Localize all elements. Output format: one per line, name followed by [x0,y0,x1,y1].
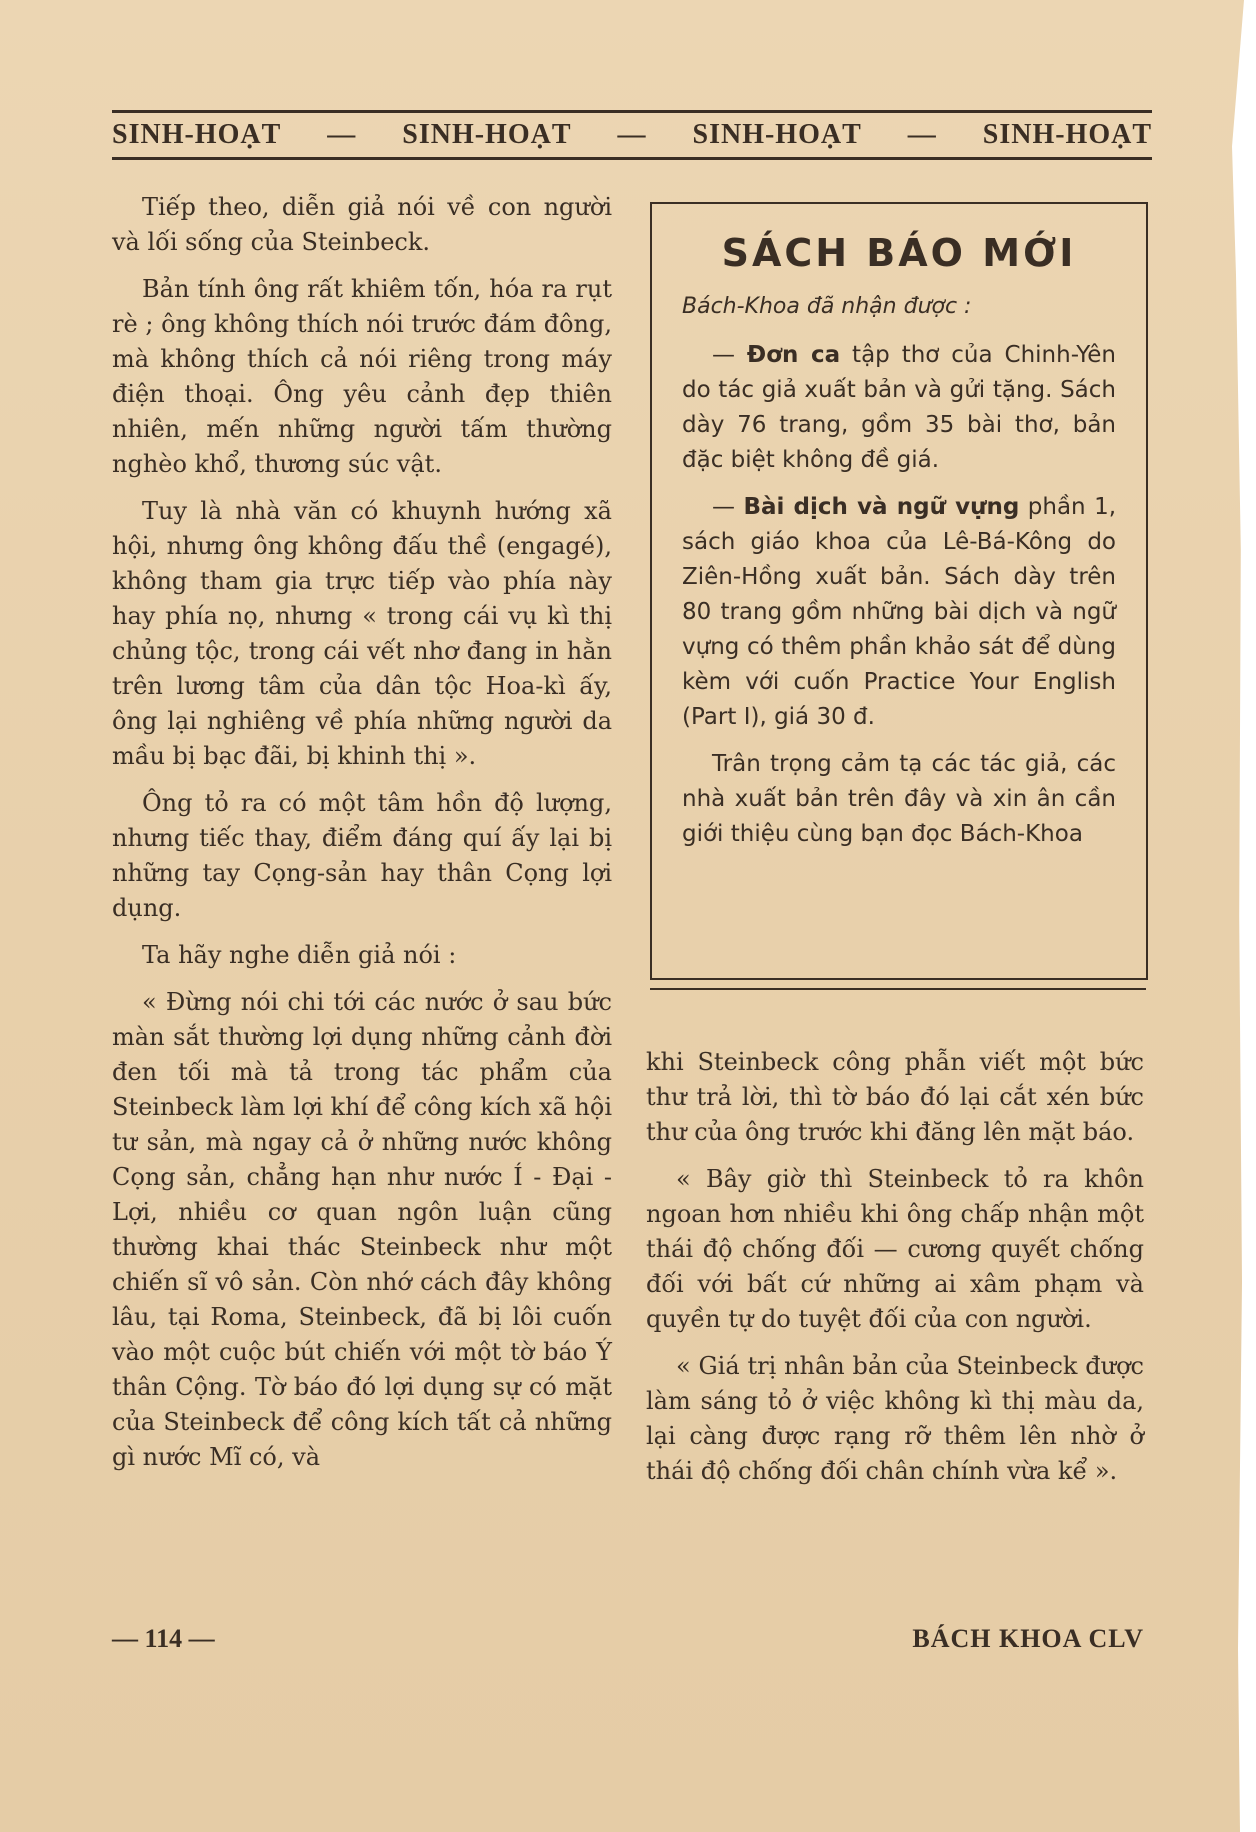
entry-dash: — [712,494,744,520]
paragraph: khi Steinbeck công phẫn viết một bức thư trả lời, thì tờ báo đó lại cắt xén bức thư của ông trước khi đăng lên mặt báo. [646,1048,1144,1146]
paragraph: Ông tỏ ra có một tâm hồn độ lượng, nhưng tiếc thay, điểm đáng quí ấy lại bị những tay Cọng-sản hay thân Cọng lợi dụng. [112,789,612,922]
running-header [112,110,1152,160]
new-books-box [650,202,1148,980]
header-dash: — [907,119,937,150]
header-item: SINH-HOẠT [982,119,1152,150]
paragraph: Bản tính ông rất khiêm tốn, hóa ra rụt rè ; ông không thích nói trước đám đông, mà không thích cả nói riêng trong máy điện thoại. Ông yêu cảnh đẹp thiên nhiên, mến những người tấm thường nghèo khổ, thương súc vật. [112,275,612,478]
torn-edge [1216,0,1256,1832]
entry-dash: — [712,342,747,368]
book-entry [682,338,1116,478]
right-column [646,1045,1144,1501]
left-column [112,190,612,1487]
book-description: phần 1, sách giáo khoa của Lê-Bá-Kông do Ziên-Hồng xuất bản. Sách dày trên 80 trang gồm những bài dịch và ngữ vựng có thêm phần khảo sát để dùng kèm với cuốn Practice Your English (Part I), giá 30 đ. [682,494,1117,730]
header-dash: — [327,119,357,150]
header-item: SINH-HOẠT [402,119,572,150]
paragraph: Tiếp theo, diễn giả nói về con người và lối sống của Steinbeck. [112,193,612,256]
box-title: SÁCH BÁO MỚI [721,231,1077,275]
paragraph: « Bây giờ thì Steinbeck tỏ ra khôn ngoan hơn nhiều khi ông chấp nhận một thái độ chống đối — cương quyết chống đối với bất cứ những ai xâm phạm và quyền tự do tuyệt đối của con người. [646,1165,1144,1333]
book-entry [682,490,1116,735]
paragraph: Tuy là nhà văn có khuynh hướng xã hội, nhưng ông không đấu thề (engagé), không tham gia trực tiếp vào phía này hay phía nọ, nhưng « trong cái vụ kì thị chủng tộc, trong cái vết nhơ đang in hằn trên lương tâm của dân tộc Hoa-kì ấy, ông lại nghiêng về phía những người da mầu bị bạc đãi, bị khinh thị ». [112,497,612,770]
issue-label: BÁCH KHOA CLV [912,1624,1144,1653]
header-item: SINH-HOẠT [112,119,282,150]
book-title: Bài dịch và ngữ vựng [743,494,1020,520]
paragraph: Ta hãy nghe diễn giả nói : [142,941,457,969]
box-bottom-rule [650,988,1146,990]
page-number: — 114 — [112,1624,215,1653]
book-title: Đơn ca [746,342,841,368]
header-item: SINH-HOẠT [692,119,862,150]
paragraph: « Đừng nói chi tới các nước ở sau bức màn sắt thường lợi dụng những cảnh đời đen tối mà tả trong tác phẩm của Steinbeck làm lợi khí để công kích xã hội tư sản, mà ngay cả ở những nước không Cọng sản, chẳng hạn như nước Í - Đại - Lợi, nhiều cơ quan ngôn luận cũng thường khai thác Steinbeck như một chiến sĩ vô sản. Còn nhớ cách đây không lâu, tại Roma, Steinbeck, đã bị lôi cuốn vào một cuộc bút chiến với một tờ báo Ý thân Cộng. Tờ báo đó lợi dụng sự có mặt của Steinbeck để công kích tất cả những gì nước Mĩ có, và [112,988,612,1471]
book-description: tập thơ của Chinh-Yên do tác giả xuất bản và gửi tặng. Sách dày 76 trang, gồm 35 bài thơ, bản đặc biệt không đề giá. [682,342,1116,473]
paragraph: « Giá trị nhân bản của Steinbeck được làm sáng tỏ ở việc không kì thị màu da, lại càng được rạng rỡ thêm lên nhờ ở thái độ chống đối chân chính vừa kể ». [646,1352,1144,1485]
box-intro: Bách-Khoa đã nhận được : [682,294,972,319]
header-dash: — [617,119,647,150]
box-closing: Trân trọng cảm tạ các tác giả, các nhà xuất bản trên đây và xin ân cần giới thiệu cùng bạn đọc Bách-Khoa [682,751,1116,847]
